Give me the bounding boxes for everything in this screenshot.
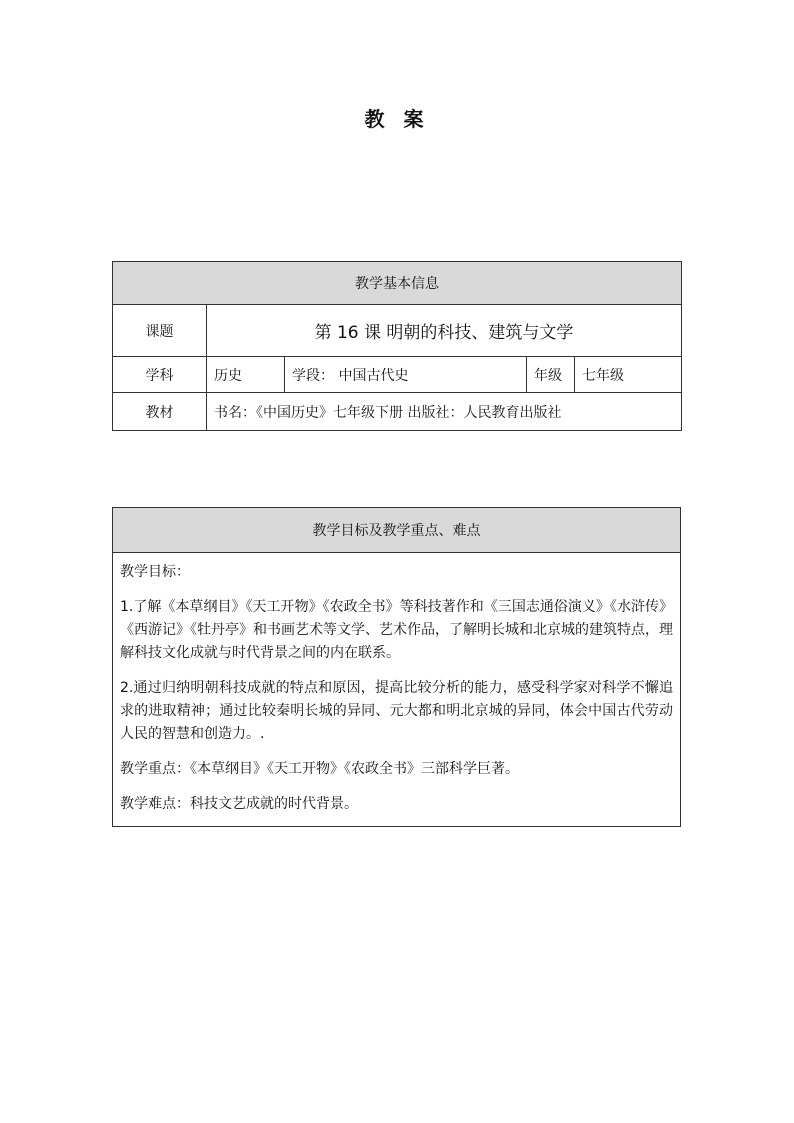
grade-value: 七年级	[575, 357, 682, 393]
goals-table	[112, 507, 681, 827]
goals-body	[113, 553, 681, 827]
topic-value: 第 16 课 明朝的科技、建筑与文学	[207, 305, 682, 357]
key-points: 教学重点：《本草纲目》《天工开物》《农政全书》三部科学巨著。	[120, 761, 519, 777]
textbook-label: 教材	[113, 393, 207, 431]
basic-info-table	[112, 261, 682, 431]
objective-2: 2.通过归纳明朝科技成就的特点和原因，提高比较分析的能力，感受科学家对科学不懈追求的进取精神；通过比较秦明长城的异同、元大都和明北京城的异同，体会中国古代劳动人民的智慧和创造力。.	[120, 680, 673, 742]
difficulties: 教学难点：科技文艺成就的时代背景。	[120, 796, 358, 812]
page-title: 教 案	[364, 107, 430, 131]
objective-1: 1.了解《本草纲目》《天工开物》《农政全书》等科技著作和《三国志通俗演义》《水浒传》《西游记》《牡丹亭》和书画艺术等文学、艺术作品，了解明长城和北京城的建筑特点，理解科技文化成就与时代背景之间的内在联系。	[120, 599, 673, 661]
topic-label: 课题	[113, 305, 207, 357]
subject-value: 历史	[207, 357, 285, 393]
subject-label: 学科	[113, 357, 207, 393]
stage-value: 学段： 中国古代史	[285, 357, 527, 393]
textbook-value: 书名：《中国历史》七年级下册 出版社：人民教育出版社	[207, 393, 682, 431]
grade-label: 年级	[527, 357, 575, 393]
objectives-label: 教学目标：	[120, 564, 190, 580]
goals-header: 教学目标及教学重点、难点	[113, 508, 681, 553]
basic-info-header: 教学基本信息	[113, 262, 682, 305]
